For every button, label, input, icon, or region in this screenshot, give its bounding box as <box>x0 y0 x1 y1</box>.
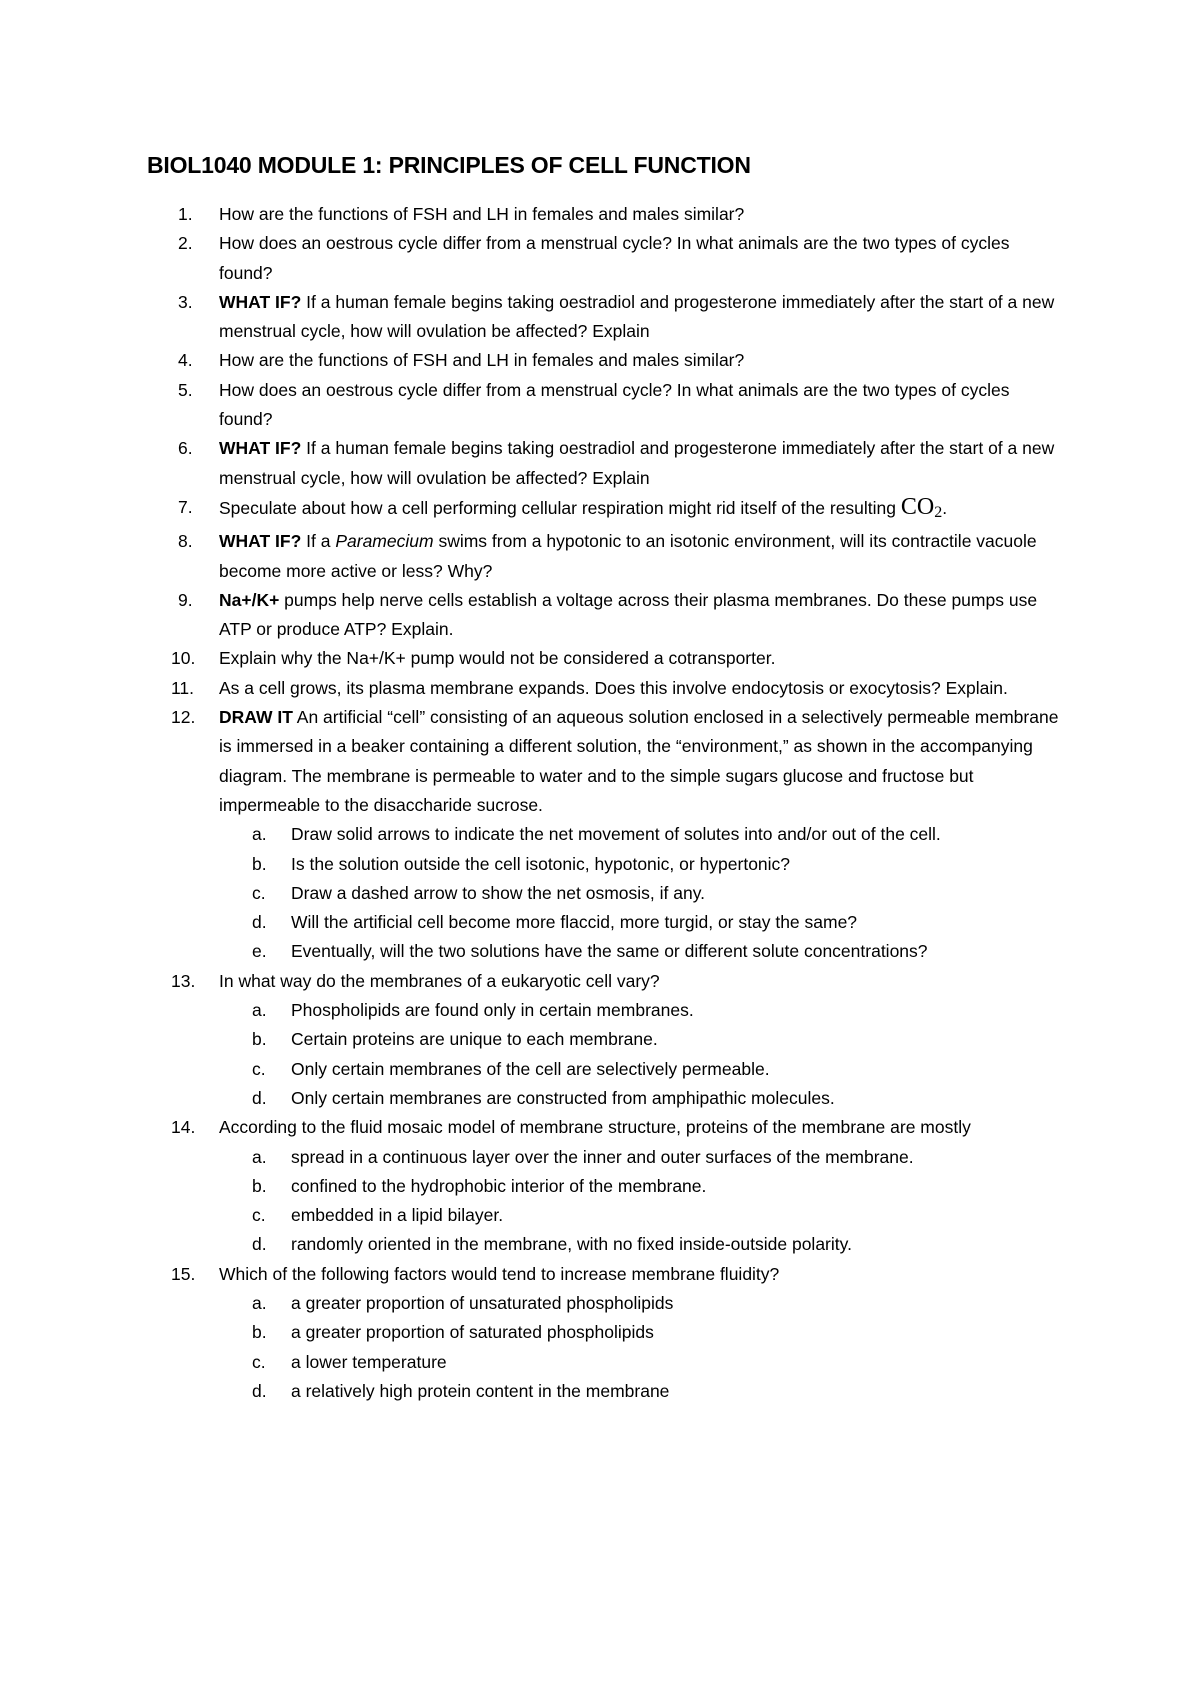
option-letter: a. <box>252 1146 267 1167</box>
question-number: 14. <box>171 1117 196 1138</box>
q15-option-d <box>0 1377 1061 1406</box>
option-letter: d. <box>252 1380 267 1401</box>
option-letter: c. <box>252 1058 266 1079</box>
question-13 <box>0 967 1059 996</box>
question-number: 13. <box>171 970 196 991</box>
q12-option-c <box>0 879 1061 908</box>
option-text: a relatively high protein content in the membrane <box>291 1380 670 1401</box>
option-letter: e. <box>252 941 267 962</box>
question-number: 9. <box>178 589 193 610</box>
option-letter: b. <box>252 1029 267 1050</box>
option-text: a greater proportion of unsaturated phospholipids <box>291 1292 674 1313</box>
co2-formula <box>901 494 942 520</box>
question-text: Speculate about how a cell performing cellular respiration might rid itself of the resulting <box>219 497 897 518</box>
co2-main: CO <box>900 493 935 520</box>
option-text: Only certain membranes of the cell are selectively permeable. <box>291 1058 770 1079</box>
q13-option-b <box>0 1025 1061 1054</box>
question-number: 4. <box>178 350 193 371</box>
question-text: How does an oestrous cycle differ from a menstrual cycle? In what animals are the two types of cycles found? <box>219 233 1010 283</box>
question-number: 15. <box>171 1263 196 1284</box>
option-text: Draw a dashed arrow to show the net osmosis, if any. <box>291 882 706 903</box>
question-number: 5. <box>178 379 193 400</box>
option-text: Is the solution outside the cell isotonic, hypotonic, or hypertonic? <box>291 853 791 874</box>
option-text: embedded in a lipid bilayer. <box>291 1205 504 1226</box>
option-letter: c. <box>252 1205 266 1226</box>
option-text: Certain proteins are unique to each membrane. <box>291 1029 658 1050</box>
question-text: How does an oestrous cycle differ from a menstrual cycle? In what animals are the two types of cycles found? <box>219 379 1010 430</box>
q15-option-c <box>0 1348 1061 1377</box>
option-text: Draw solid arrows to indicate the net movement of solutes into and/or out of the cell. <box>291 824 941 845</box>
option-letter: d. <box>252 912 267 933</box>
option-letter: d. <box>252 1234 267 1255</box>
question-text-pre: If a <box>301 531 336 552</box>
question-number: 6. <box>178 438 193 459</box>
option-letter: d. <box>252 1087 267 1108</box>
q13-option-a <box>0 996 1061 1025</box>
question-text: How are the functions of FSH and LH in females and males similar? <box>219 350 745 371</box>
question-4 <box>0 346 1059 375</box>
option-letter: b. <box>252 1175 267 1196</box>
option-letter: c. <box>252 1351 266 1372</box>
question-number: 8. <box>178 531 193 552</box>
option-text: randomly oriented in the membrane, with no fixed inside-outside polarity. <box>291 1234 852 1255</box>
option-text: Phospholipids are found only in certain membranes. <box>291 1000 694 1021</box>
question-3 <box>0 288 1059 347</box>
q13-option-d <box>0 1084 1061 1113</box>
option-letter: a. <box>252 824 267 845</box>
question-number: 3. <box>178 291 193 312</box>
q13-option-c <box>0 1055 1061 1084</box>
question-text: Which of the following factors would tend to increase membrane fluidity? <box>219 1263 780 1284</box>
question-number: 12. <box>171 707 196 728</box>
question-tail: . <box>942 497 948 518</box>
q12-option-e <box>0 937 1061 966</box>
question-list <box>0 200 1200 1406</box>
option-letter: b. <box>252 853 267 874</box>
option-letter: a. <box>252 1000 267 1021</box>
question-number: 11. <box>171 677 195 698</box>
question-10 <box>0 644 1059 673</box>
q15-option-a <box>0 1289 1061 1318</box>
option-text: Only certain membranes are constructed from amphipathic molecules. <box>291 1087 835 1108</box>
question-text: How are the functions of FSH and LH in females and males similar? <box>219 204 745 224</box>
q14-option-b <box>0 1172 1061 1201</box>
option-text: spread in a continuous layer over the inner and outer surfaces of the membrane. <box>291 1146 914 1167</box>
question-8 <box>0 527 1059 586</box>
q14-option-d <box>0 1230 1061 1259</box>
option-text: Eventually, will the two solutions have the same or different solute concentrations? <box>291 941 928 962</box>
option-letter: a. <box>252 1292 267 1313</box>
question-6 <box>0 434 1059 493</box>
question-lead: Na+/K+ <box>219 589 280 610</box>
question-text: pumps help nerve cells establish a voltage across their plasma membranes. Do these pumps use ATP or produce ATP? Explain. <box>219 589 1038 640</box>
question-number: 2. <box>178 233 193 254</box>
q14-option-c <box>0 1201 1061 1230</box>
question-text: If a human female begins taking oestradiol and progesterone immediately after the start of a new menstrual cycle, how will ovulation be affected? Explain <box>219 438 1055 488</box>
question-5 <box>0 376 1059 435</box>
q12-option-d <box>0 908 1061 937</box>
question-12 <box>0 703 1059 820</box>
q15-option-b <box>0 1318 1061 1347</box>
question-7 <box>0 493 1059 527</box>
question-text: Explain why the Na+/K+ pump would not be considered a cotransporter. <box>219 648 776 669</box>
option-letter: b. <box>252 1322 267 1343</box>
question-11 <box>0 674 1059 703</box>
question-lead: WHAT IF? <box>219 291 302 312</box>
question-text: As a cell grows, its plasma membrane expands. Does this involve endocytosis or exocytosis? Explain. <box>219 677 1008 698</box>
option-text: Will the artificial cell become more flaccid, more turgid, or stay the same? <box>291 912 858 933</box>
question-15 <box>0 1260 1059 1289</box>
question-9 <box>0 586 1059 645</box>
question-lead: WHAT IF? <box>219 531 302 552</box>
option-text: confined to the hydrophobic interior of the membrane. <box>291 1175 707 1196</box>
option-text: a lower temperature <box>291 1351 447 1372</box>
question-text: According to the fluid mosaic model of membrane structure, proteins of the membrane are mostly <box>219 1117 971 1138</box>
question-text: In what way do the membranes of a eukaryotic cell vary? <box>219 970 660 991</box>
question-1 <box>0 200 1059 229</box>
option-letter: c. <box>252 882 266 903</box>
question-number: 7. <box>178 496 193 517</box>
document-title: BIOL1040 MODULE 1: PRINCIPLES OF CELL FUNCTION <box>147 152 751 178</box>
question-lead: DRAW IT <box>219 707 293 728</box>
q12-option-a <box>0 820 1061 849</box>
q14-option-a <box>0 1143 1061 1172</box>
question-text: swims from a hypotonic to an isotonic environment, will its contractile vacuole become more active or less? Why? <box>219 531 1037 581</box>
question-2 <box>0 229 1059 288</box>
q12-option-b <box>0 850 1061 879</box>
question-text: An artificial “cell” consisting of an aqueous solution enclosed in a selectively permeable membrane is immersed in a beaker containing a different solution, the “environment,” as shown in the accompanying diagram. The membrane is permeable to water and to the simple sugars glucose and fructose but impermeable to the disaccharide sucrose. <box>219 707 1059 815</box>
question-number: 1. <box>178 204 193 224</box>
question-14 <box>0 1113 1059 1142</box>
question-lead: WHAT IF? <box>219 438 302 459</box>
question-number: 10. <box>171 648 196 669</box>
question-text: If a human female begins taking oestradiol and progesterone immediately after the start of a new menstrual cycle, how will ovulation be affected? Explain <box>219 291 1055 342</box>
co2-subscript: 2 <box>934 503 943 521</box>
italic-term: Paramecium <box>335 531 434 552</box>
option-text: a greater proportion of saturated phospholipids <box>291 1322 654 1343</box>
